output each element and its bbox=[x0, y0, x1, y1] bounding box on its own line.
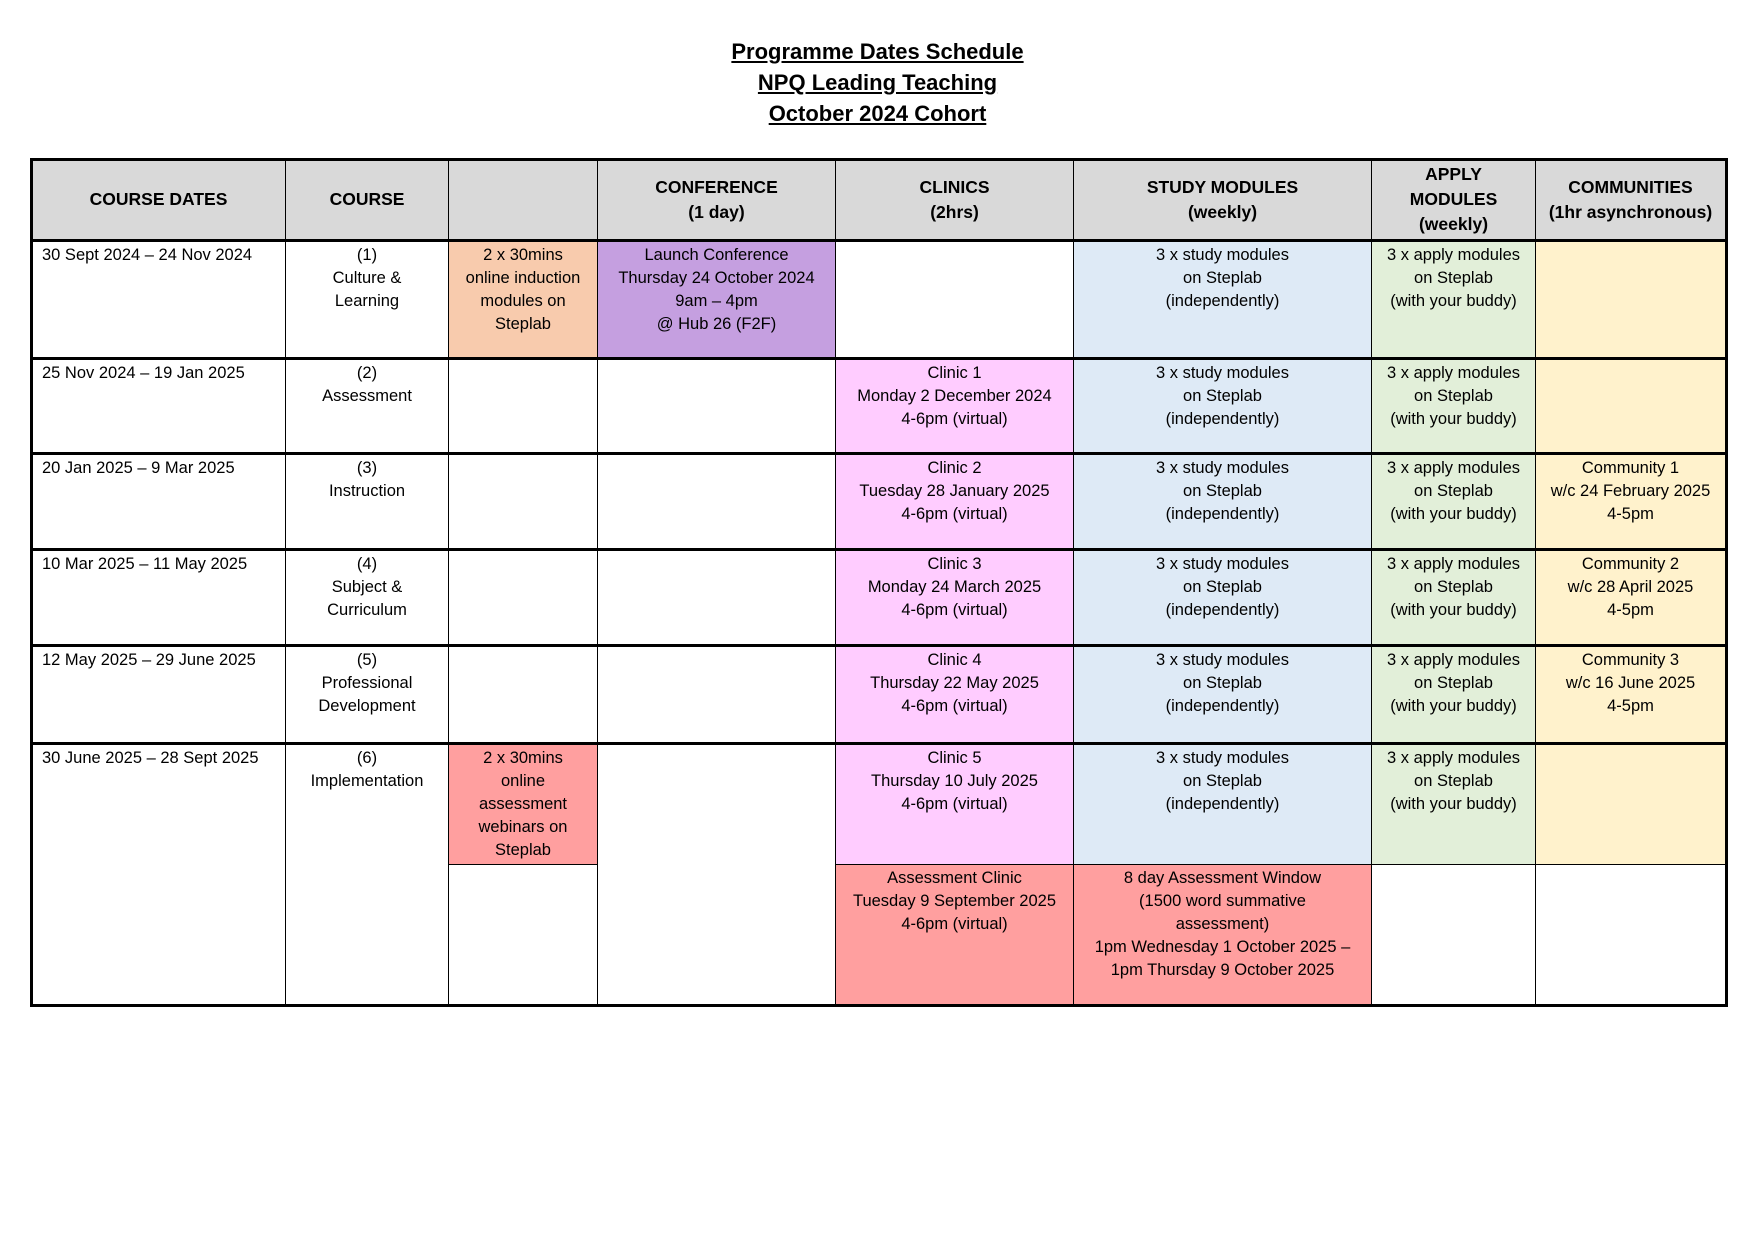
community-cell bbox=[1536, 359, 1726, 454]
cell-line: Steplab bbox=[495, 841, 551, 859]
cell-line: 4-6pm (virtual) bbox=[901, 505, 1008, 523]
course-cell bbox=[286, 359, 449, 454]
cell-line: 4-6pm (virtual) bbox=[901, 410, 1008, 428]
cell-line: Learning bbox=[334, 292, 400, 310]
conference-cell bbox=[598, 550, 836, 646]
cell-line: (2hrs) bbox=[930, 201, 979, 222]
study-cell bbox=[1074, 744, 1372, 865]
conference-cell bbox=[598, 241, 836, 359]
cell-line: (independently) bbox=[1165, 410, 1280, 428]
cell-line: assessment bbox=[478, 795, 568, 813]
cell-line: (1hr asynchronous) bbox=[1548, 201, 1713, 222]
community-cell bbox=[1536, 454, 1726, 550]
document-titles bbox=[0, 36, 1755, 129]
cell-line: APPLY bbox=[1425, 164, 1482, 184]
table-row bbox=[32, 744, 1726, 865]
cell-line: Assessment Clinic bbox=[887, 869, 1022, 887]
cell-line: (1) bbox=[356, 246, 378, 264]
cell-line: Tuesday 28 January 2025 bbox=[859, 482, 1050, 500]
cell-line: 1pm Thursday 9 October 2025 bbox=[1110, 961, 1335, 979]
title-line-2: NPQ Leading Teaching bbox=[757, 70, 998, 95]
cell-line: Clinic 4 bbox=[927, 651, 982, 669]
apply-cell bbox=[1372, 241, 1536, 359]
conference-cell bbox=[598, 454, 836, 550]
cell-line: Community 3 bbox=[1581, 651, 1680, 669]
cell-line: 9am – 4pm bbox=[675, 292, 758, 310]
cell-line: MODULES bbox=[1409, 189, 1498, 209]
cell-line: Thursday 24 October 2024 bbox=[618, 269, 815, 287]
cell-line: Monday 2 December 2024 bbox=[857, 387, 1052, 405]
course-dates-cell: 10 Mar 2025 – 11 May 2025 bbox=[32, 550, 286, 646]
cell-line: Monday 24 March 2025 bbox=[867, 578, 1042, 596]
cell-line: on Steplab bbox=[1414, 674, 1493, 692]
clinic-cell bbox=[836, 550, 1074, 646]
cell-line: w/c 28 April 2025 bbox=[1567, 578, 1694, 596]
apply-cell bbox=[1372, 744, 1536, 865]
header-communities bbox=[1536, 160, 1726, 241]
community-cell bbox=[1536, 550, 1726, 646]
course-dates-cell: 30 Sept 2024 – 24 Nov 2024 bbox=[32, 241, 286, 359]
cell-line: STUDY MODULES bbox=[1146, 176, 1299, 197]
cell-line: 3 x study modules bbox=[1156, 749, 1289, 767]
clinic-cell bbox=[836, 359, 1074, 454]
apply-cell bbox=[1372, 454, 1536, 550]
header-blank bbox=[449, 160, 598, 241]
cell-line: 3 x apply modules bbox=[1387, 364, 1520, 382]
cell-line: Assessment bbox=[322, 387, 412, 405]
cell-line: 1pm Wednesday 1 October 2025 – bbox=[1094, 938, 1351, 956]
cell-line: 3 x study modules bbox=[1156, 459, 1289, 477]
cell-line: Clinic 5 bbox=[927, 749, 982, 767]
title-line-3: October 2024 Cohort bbox=[768, 101, 987, 126]
cell-line: on Steplab bbox=[1183, 674, 1262, 692]
cell-line: 3 x apply modules bbox=[1387, 459, 1520, 477]
cell-line: 4-6pm (virtual) bbox=[901, 697, 1008, 715]
cell-line: on Steplab bbox=[1414, 387, 1493, 405]
cell-line: (3) bbox=[356, 459, 378, 477]
cell-line: (with your buddy) bbox=[1390, 292, 1517, 310]
cell-line: w/c 16 June 2025 bbox=[1565, 674, 1696, 692]
table-row bbox=[32, 550, 1726, 646]
cell-line: 3 x study modules bbox=[1156, 555, 1289, 573]
study-cell bbox=[1074, 241, 1372, 359]
header-course-dates: COURSE DATES bbox=[32, 160, 286, 241]
cell-line: on Steplab bbox=[1414, 482, 1493, 500]
course-dates-cell: 30 June 2025 – 28 Sept 2025 bbox=[32, 744, 286, 1005]
cell-line: (with your buddy) bbox=[1390, 505, 1517, 523]
cell-line: 2 x 30mins bbox=[483, 749, 563, 767]
assessment-webinars-cell bbox=[449, 744, 598, 865]
cell-line: on Steplab bbox=[1183, 269, 1262, 287]
cell-line: (4) bbox=[356, 555, 378, 573]
extra-cell bbox=[449, 646, 598, 744]
cell-line: (independently) bbox=[1165, 292, 1280, 310]
cell-line: (weekly) bbox=[1187, 201, 1258, 222]
table-row bbox=[32, 646, 1726, 744]
clinic-cell bbox=[836, 241, 1074, 359]
table-row bbox=[32, 359, 1726, 454]
assessment-clinic-cell bbox=[836, 865, 1074, 1005]
cell-line: Launch Conference bbox=[644, 246, 789, 264]
cell-line: (6) bbox=[356, 749, 378, 767]
apply-cell bbox=[1372, 550, 1536, 646]
cell-line: on Steplab bbox=[1183, 772, 1262, 790]
header-study-modules bbox=[1074, 160, 1372, 241]
cell-line: on Steplab bbox=[1414, 269, 1493, 287]
cell-line: (with your buddy) bbox=[1390, 697, 1517, 715]
cell-line: Community 1 bbox=[1581, 459, 1680, 477]
cell-line: assessment) bbox=[1175, 915, 1270, 933]
community-cell bbox=[1536, 646, 1726, 744]
clinic-cell bbox=[836, 454, 1074, 550]
cell-line: Thursday 10 July 2025 bbox=[871, 772, 1038, 790]
cell-line: 3 x apply modules bbox=[1387, 749, 1520, 767]
cell-line: Community 2 bbox=[1581, 555, 1680, 573]
header-row bbox=[32, 160, 1726, 241]
cell-line: online bbox=[500, 772, 546, 790]
cell-line: CONFERENCE bbox=[655, 176, 778, 197]
community-cell bbox=[1536, 744, 1726, 865]
cell-line: on Steplab bbox=[1183, 387, 1262, 405]
community-cell bbox=[1536, 865, 1726, 1005]
table-row bbox=[32, 454, 1726, 550]
cell-line: w/c 24 February 2025 bbox=[1550, 482, 1711, 500]
clinic-cell bbox=[836, 646, 1074, 744]
study-cell bbox=[1074, 359, 1372, 454]
cell-line: COMMUNITIES bbox=[1568, 176, 1693, 197]
cell-line: on Steplab bbox=[1414, 772, 1493, 790]
cell-line: (1 day) bbox=[688, 201, 745, 222]
cell-line: 3 x study modules bbox=[1156, 651, 1289, 669]
study-cell bbox=[1074, 646, 1372, 744]
cell-line: (weekly) bbox=[1418, 214, 1489, 234]
cell-line: (independently) bbox=[1165, 697, 1280, 715]
cell-line: (with your buddy) bbox=[1390, 410, 1517, 428]
header-apply-modules bbox=[1372, 160, 1536, 241]
cell-line: (independently) bbox=[1165, 505, 1280, 523]
cell-line: Clinic 1 bbox=[927, 364, 982, 382]
cell-line: 3 x apply modules bbox=[1387, 651, 1520, 669]
cell-line: on Steplab bbox=[1183, 578, 1262, 596]
course-cell bbox=[286, 550, 449, 646]
cell-line: Subject & bbox=[331, 578, 403, 596]
course-cell bbox=[286, 241, 449, 359]
cell-line: 3 x study modules bbox=[1156, 246, 1289, 264]
cell-line: @ Hub 26 (F2F) bbox=[656, 315, 777, 333]
cell-line: Culture & bbox=[332, 269, 402, 287]
cell-line: CLINICS bbox=[919, 176, 990, 197]
header-conference bbox=[598, 160, 836, 241]
cell-line: (5) bbox=[356, 651, 378, 669]
cell-line: Clinic 3 bbox=[927, 555, 982, 573]
cell-line: Steplab bbox=[495, 315, 551, 333]
extra-cell bbox=[449, 865, 598, 1005]
cell-line: (with your buddy) bbox=[1390, 795, 1517, 813]
cell-line: (independently) bbox=[1165, 601, 1280, 619]
table-row bbox=[32, 241, 1726, 359]
study-cell bbox=[1074, 550, 1372, 646]
cell-line: 4-6pm (virtual) bbox=[901, 601, 1008, 619]
header-course: COURSE bbox=[286, 160, 449, 241]
course-dates-cell: 20 Jan 2025 – 9 Mar 2025 bbox=[32, 454, 286, 550]
cell-line: Professional bbox=[321, 674, 413, 692]
cell-line: 2 x 30mins bbox=[483, 246, 563, 264]
cell-line: Development bbox=[318, 697, 416, 715]
cell-line: Curriculum bbox=[327, 601, 407, 619]
cell-line: (independently) bbox=[1165, 795, 1280, 813]
apply-cell bbox=[1372, 865, 1536, 1005]
cell-line: 4-6pm (virtual) bbox=[901, 915, 1008, 933]
cell-line: on Steplab bbox=[1183, 482, 1262, 500]
course-cell bbox=[286, 744, 449, 1005]
cell-line: 4-6pm (virtual) bbox=[901, 795, 1008, 813]
study-cell bbox=[1074, 454, 1372, 550]
conference-cell bbox=[598, 359, 836, 454]
cell-line: on Steplab bbox=[1414, 578, 1493, 596]
cell-line: Clinic 2 bbox=[927, 459, 982, 477]
cell-line: 4-5pm bbox=[1607, 601, 1654, 619]
cell-line: online induction bbox=[465, 269, 581, 287]
cell-line: 3 x apply modules bbox=[1387, 246, 1520, 264]
cell-line: 3 x apply modules bbox=[1387, 555, 1520, 573]
header-clinics bbox=[836, 160, 1074, 241]
conference-cell bbox=[598, 646, 836, 744]
extra-cell bbox=[449, 550, 598, 646]
extra-cell bbox=[449, 359, 598, 454]
title-line-1: Programme Dates Schedule bbox=[731, 39, 1024, 64]
cell-line: 8 day Assessment Window bbox=[1123, 869, 1322, 887]
cell-line: Thursday 22 May 2025 bbox=[870, 674, 1039, 692]
cell-line: 3 x study modules bbox=[1156, 364, 1289, 382]
cell-line: 4-5pm bbox=[1607, 697, 1654, 715]
extra-cell bbox=[449, 454, 598, 550]
clinic-cell bbox=[836, 744, 1074, 865]
conference-cell bbox=[598, 744, 836, 1005]
cell-line: (1500 word summative bbox=[1139, 892, 1306, 910]
course-cell bbox=[286, 454, 449, 550]
cell-line: (with your buddy) bbox=[1390, 601, 1517, 619]
community-cell bbox=[1536, 241, 1726, 359]
cell-line: Tuesday 9 September 2025 bbox=[852, 892, 1057, 910]
course-cell bbox=[286, 646, 449, 744]
cell-line: modules on bbox=[480, 292, 566, 310]
cell-line: webinars on bbox=[478, 818, 568, 836]
assessment-window-cell bbox=[1074, 865, 1372, 1005]
cell-line: Instruction bbox=[328, 482, 406, 500]
cell-line: 4-5pm bbox=[1607, 505, 1654, 523]
cell-line: Implementation bbox=[310, 772, 424, 790]
schedule-table bbox=[31, 159, 1726, 1005]
induction-cell bbox=[449, 241, 598, 359]
course-dates-cell: 12 May 2025 – 29 June 2025 bbox=[32, 646, 286, 744]
cell-line: (2) bbox=[356, 364, 378, 382]
apply-cell bbox=[1372, 646, 1536, 744]
course-dates-cell: 25 Nov 2024 – 19 Jan 2025 bbox=[32, 359, 286, 454]
apply-cell bbox=[1372, 359, 1536, 454]
